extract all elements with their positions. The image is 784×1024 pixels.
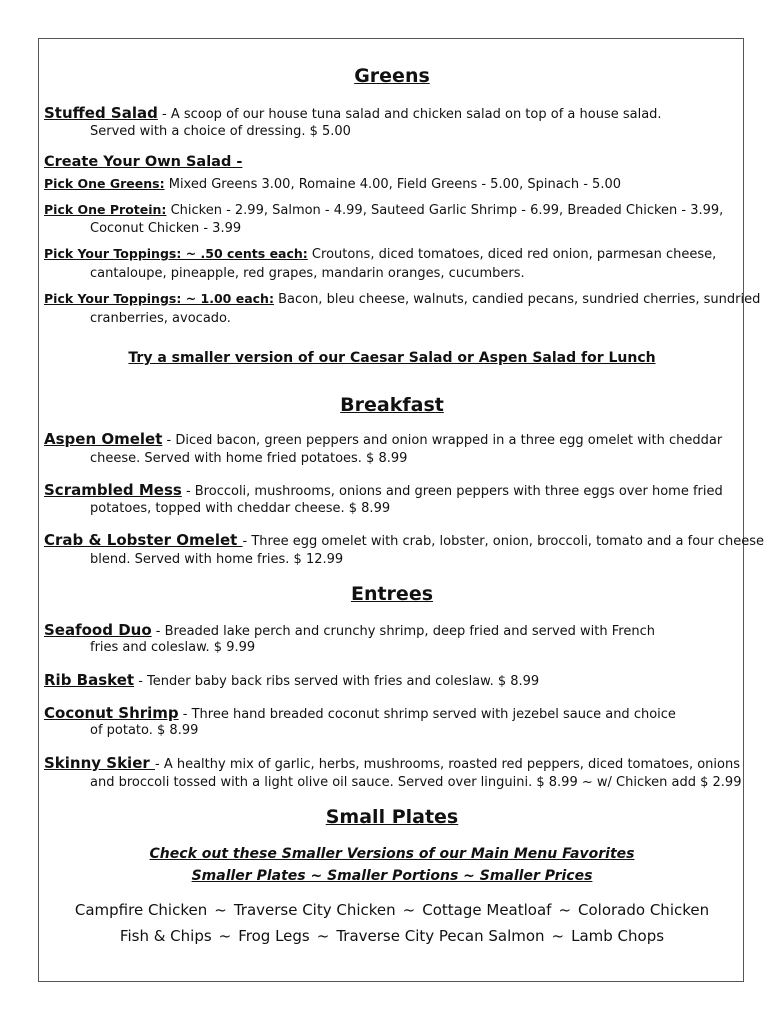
item-name: Scrambled Mess xyxy=(44,481,182,499)
item-desc2: of potato. $ 8.99 xyxy=(90,723,199,738)
pick-greens-label: Pick One Greens: xyxy=(44,176,165,191)
menu-item xyxy=(44,671,539,689)
small-plates-row-2 xyxy=(0,927,784,945)
pick-protein-label: Pick One Protein: xyxy=(44,202,167,217)
toppings-100-text2: cranberries, avocado. xyxy=(90,311,231,326)
item-desc: - Tender baby back ribs served with fries and coleslaw. $ 8.99 xyxy=(134,674,540,689)
item-desc: - Breaded lake perch and crunchy shrimp, deep fried and served with French xyxy=(151,624,655,639)
pick-protein-line xyxy=(44,202,723,218)
item-name: Coconut Shrimp xyxy=(44,704,179,722)
entrees-heading: Entrees xyxy=(350,583,434,605)
small-plates-heading: Small Plates xyxy=(325,806,459,828)
separator: ~ xyxy=(402,901,416,919)
item-name: Seafood Duo xyxy=(44,621,152,639)
menu-item xyxy=(44,621,655,639)
menu-item xyxy=(44,481,723,499)
menu-item xyxy=(44,430,722,448)
plate-item: Cottage Meatloaf xyxy=(422,901,552,919)
item-desc: - A healthy mix of garlic, herbs, mushrooms, roasted red peppers, diced tomatoes, onions xyxy=(155,757,740,772)
plate-item: Colorado Chicken xyxy=(578,901,710,919)
separator: ~ xyxy=(214,901,227,919)
lunch-note: Try a smaller version of our Caesar Salad or Aspen Salad for Lunch xyxy=(128,350,656,366)
separator: ~ xyxy=(218,927,232,945)
small-plates-note: Check out these Smaller Versions of our Main Menu Favorites xyxy=(149,846,635,862)
plate-item: Fish & Chips xyxy=(119,927,212,945)
toppings-50-text2: cantaloupe, pineapple, red grapes, mandarin oranges, cucumbers. xyxy=(90,266,525,281)
stuffed-salad-desc: - A scoop of our house tuna salad and chicken salad on top of a house salad. xyxy=(157,107,662,122)
toppings-50-text: Croutons, diced tomatoes, diced red onion, parmesan cheese, xyxy=(307,247,717,262)
toppings-100-line xyxy=(44,291,760,307)
pick-greens-line xyxy=(44,176,621,192)
item-name: Rib Basket xyxy=(44,671,135,689)
small-plates-row-1 xyxy=(0,901,784,919)
separator: ~ xyxy=(316,927,330,945)
toppings-100-text: Bacon, bleu cheese, walnuts, candied pecans, sundried cherries, sundried xyxy=(273,292,761,307)
item-desc2: fries and coleslaw. $ 9.99 xyxy=(90,640,256,655)
toppings-100-label: Pick Your Toppings: ~ 1.00 each: xyxy=(44,291,274,306)
toppings-50-line xyxy=(44,246,716,262)
menu-item xyxy=(44,754,740,772)
plate-item: Traverse City Pecan Salmon xyxy=(336,927,545,945)
item-desc2: blend. Served with home fries. $ 12.99 xyxy=(90,552,344,567)
small-plates-tagline: Smaller Plates ~ Smaller Portions ~ Smaller Prices xyxy=(191,868,593,884)
plate-item: Traverse City Chicken xyxy=(233,901,396,919)
pick-greens-text: Mixed Greens 3.00, Romaine 4.00, Field Greens - 5.00, Spinach - 5.00 xyxy=(164,177,621,192)
separator: ~ xyxy=(551,927,565,945)
item-desc: - Three egg omelet with crab, lobster, onion, broccoli, tomato and a four cheese xyxy=(242,534,765,549)
breakfast-heading: Breakfast xyxy=(340,394,444,416)
item-desc2: potatoes, topped with cheddar cheese. $ 8.99 xyxy=(90,501,391,516)
toppings-50-label: Pick Your Toppings: ~ .50 cents each: xyxy=(44,246,308,261)
item-desc2: and broccoli tossed with a light olive oil sauce. Served over linguini. $ 8.99 ~ w/ Chicken add $ 2.99 xyxy=(90,775,742,790)
stuffed-salad-name: Stuffed Salad xyxy=(44,104,158,122)
stuffed-salad-desc2: Served with a choice of dressing. $ 5.00 xyxy=(90,124,351,139)
plate-item: Lamb Chops xyxy=(571,927,665,945)
item-desc: - Diced bacon, green peppers and onion wrapped in a three egg omelet with cheddar xyxy=(162,433,723,448)
menu-item xyxy=(44,704,676,722)
item-desc2: cheese. Served with home fried potatoes. $ 8.99 xyxy=(90,451,408,466)
pick-protein-text2: Coconut Chicken - 3.99 xyxy=(90,221,242,236)
item-desc: - Broccoli, mushrooms, onions and green peppers with three eggs over home fried xyxy=(181,484,723,499)
greens-heading: Greens xyxy=(354,65,430,87)
stuffed-salad-item xyxy=(44,104,662,122)
pick-protein-text: Chicken - 2.99, Salmon - 4.99, Sauteed Garlic Shrimp - 6.99, Breaded Chicken - 3.99, xyxy=(166,203,724,218)
separator: ~ xyxy=(558,901,572,919)
create-salad-heading: Create Your Own Salad - xyxy=(44,154,243,170)
plate-item: Campfire Chicken xyxy=(74,901,208,919)
item-desc: - Three hand breaded coconut shrimp served with jezebel sauce and choice xyxy=(178,707,676,722)
item-name: Skinny Skier xyxy=(44,754,155,772)
item-name: Aspen Omelet xyxy=(44,430,163,448)
menu-item xyxy=(44,531,764,549)
item-name: Crab & Lobster Omelet xyxy=(44,531,243,549)
plate-item: Frog Legs xyxy=(238,927,310,945)
